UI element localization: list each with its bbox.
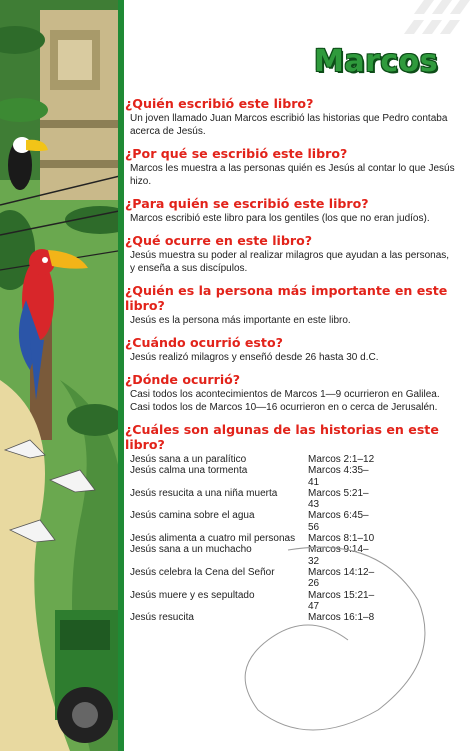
story: Jesús sana a un paralítico (130, 454, 247, 465)
section-events (125, 233, 455, 275)
question: ¿Cuándo ocurrió esto? (125, 335, 283, 350)
story: Jesús celebra la Cena del Señor (130, 566, 275, 578)
story: Jesús camina sobre el agua (130, 510, 255, 522)
story: Jesús resucita (130, 612, 194, 624)
reference: Marcos 5:21–43 (308, 487, 369, 511)
page-title: Marcos (314, 44, 439, 79)
section-when (125, 335, 455, 364)
question: ¿Por qué se escribió este libro? (125, 146, 348, 161)
reference: Marcos 8:1–10 (308, 533, 375, 545)
list-item (130, 454, 378, 465)
section-audience (125, 196, 455, 225)
list-item (130, 465, 378, 488)
reference: Marcos 14:12–26 (308, 566, 375, 590)
pencil-scribble (228, 540, 448, 740)
answer: Marcos les muestra a las personas quién es Jesús al contar lo que Jesús hizo. (130, 163, 455, 187)
story: Jesús sana a un muchacho (130, 544, 252, 556)
question: ¿Qué ocurre en este libro? (125, 233, 313, 248)
answer: Un joven llamado Juan Marcos escribió las historias que Pedro contaba acerca de Jesús. (130, 113, 448, 137)
answer: Jesús muestra su poder al realizar milagros que ayudan a las personas, y enseña a sus discípulos. (130, 250, 450, 274)
reference: Marcos 6:45–56 (308, 510, 369, 533)
list-item (130, 510, 378, 533)
section-where (125, 372, 455, 414)
reference: Marcos 4:35–41 (308, 465, 369, 488)
answer: Jesús es la persona más importante en este libro. (130, 315, 351, 326)
story: Jesús resucita a una niña muerta (130, 487, 278, 499)
list-item (130, 488, 378, 511)
reference: Marcos 9:14–32 (308, 544, 369, 567)
jungle-illustration (0, 0, 124, 751)
tire-tread-pattern (124, 0, 470, 40)
answer: Casi todos los acontecimientos de Marcos 1—9 ocurrieron en Galilea. Casi todos los de Marcos 10—16 ocurrieron en o cerca de Jerusalén. (130, 389, 440, 413)
question: ¿Quién escribió este libro? (125, 96, 314, 111)
question: ¿Cuáles son algunas de las historias en este libro? (125, 422, 439, 452)
reference: Marcos 2:1–12 (308, 454, 375, 465)
answer: Jesús realizó milagros y enseñó desde 26 hasta 30 d.C. (130, 352, 379, 363)
question: ¿Quién es la persona más importante en este libro? (125, 283, 448, 313)
reference: Marcos 15:21–47 (308, 589, 375, 612)
story: Jesús muere y es sepultado (130, 589, 255, 601)
question: ¿Para quién se escribió este libro? (125, 196, 369, 211)
section-person (125, 283, 455, 327)
reference: Marcos 16:1–8 (308, 612, 375, 624)
answer: Marcos escribió este libro para los gentiles (los que no eran judíos). (130, 213, 430, 224)
section-purpose (125, 146, 455, 188)
story: Jesús calma una tormenta (130, 465, 248, 477)
section-author (125, 96, 455, 138)
question: ¿Dónde ocurrió? (125, 372, 241, 387)
story: Jesús alimenta a cuatro mil personas (130, 533, 296, 545)
